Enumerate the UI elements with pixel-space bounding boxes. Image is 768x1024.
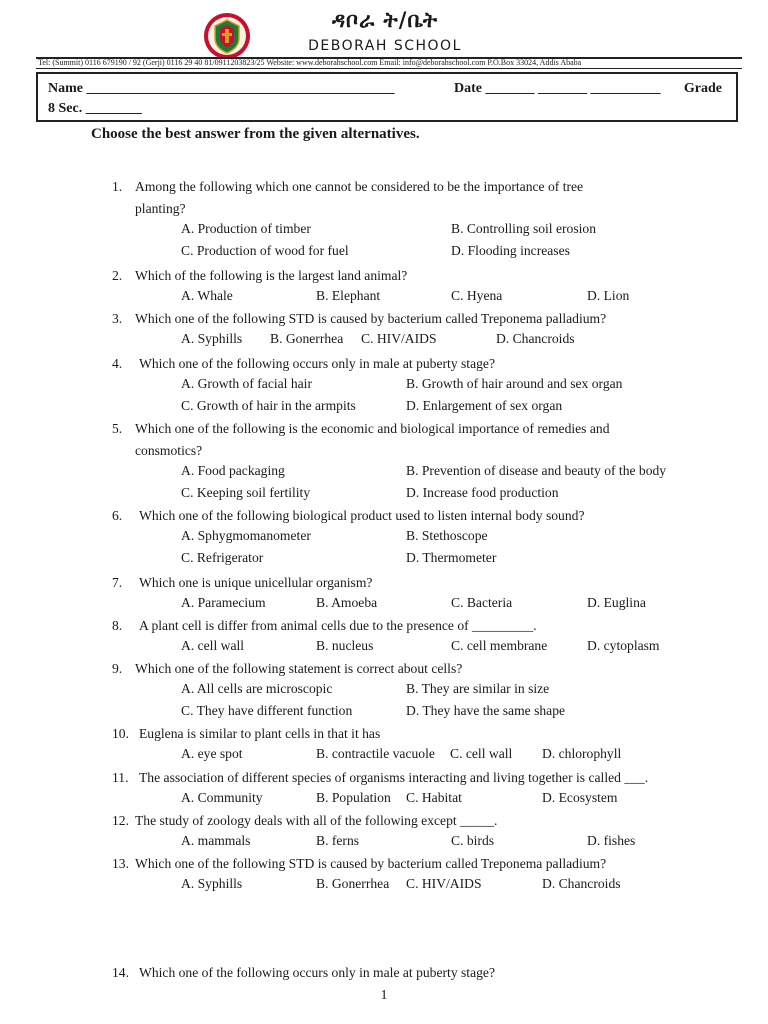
answer-option[interactable]: A. cell wall	[181, 638, 245, 653]
question-text: Which one of the following is the economic and biological importance of remedies and	[135, 421, 610, 436]
answer-option[interactable]: D. chlorophyll	[542, 746, 622, 761]
question-number: 11.	[112, 770, 129, 785]
question-text: The study of zoology deals with all of the following except _____.	[135, 813, 498, 828]
answer-option[interactable]: D. Enlargement of sex organ	[406, 398, 563, 413]
answer-option[interactable]: C. HIV/AIDS	[406, 876, 482, 891]
answer-option[interactable]: D. Lion	[587, 288, 630, 303]
answer-option[interactable]: B. Prevention of disease and beauty of the body	[406, 463, 667, 478]
answer-option[interactable]: B. Gonerrhea	[270, 331, 344, 346]
answer-option[interactable]: D. cytoplasm	[587, 638, 660, 653]
answer-option[interactable]: C. Production of wood for fuel	[181, 243, 349, 258]
answer-option[interactable]: C. Keeping soil fertility	[181, 485, 311, 500]
answer-option[interactable]: B. ferns	[316, 833, 360, 848]
instruction: Choose the best answer from the given alternatives.	[91, 126, 420, 142]
contact-line: Tel: (Summit) 0116 679190 / 92 (Gerji) 0116 29 40 81/0911203823/25 Website: www.deborahschool.com Email: info@deborahschool.com P.O.Box 33024, Addis Ababa	[38, 58, 582, 67]
school-name: DEBORAH SCHOOL	[308, 38, 462, 54]
answer-option[interactable]: D. Chancroids	[496, 331, 575, 346]
question-text: Which of the following is the largest land animal?	[135, 268, 408, 283]
answer-option[interactable]: C. cell wall	[450, 746, 513, 761]
question-number: 7.	[112, 575, 123, 590]
question-text: Euglena is similar to plant cells in that it has	[139, 726, 381, 741]
question-number: 1.	[112, 179, 123, 194]
answer-option[interactable]: A. Food packaging	[181, 463, 285, 478]
question-text: The association of different species of organisms interacting and living together is called ___.	[139, 770, 649, 785]
answer-option[interactable]: C. Habitat	[406, 790, 462, 805]
answer-option[interactable]: B. nucleus	[316, 638, 374, 653]
answer-option[interactable]: A. mammals	[181, 833, 251, 848]
school-logo	[203, 12, 251, 60]
answer-option[interactable]: C. birds	[451, 833, 495, 848]
page-number: 1	[380, 988, 388, 1003]
answer-option[interactable]: D. Thermometer	[406, 550, 497, 565]
grade-label: Grade	[683, 81, 722, 96]
question-text: consmotics?	[135, 443, 203, 458]
answer-option[interactable]: D. They have the same shape	[406, 703, 566, 718]
answer-option[interactable]: D. Flooding increases	[451, 243, 570, 258]
answer-option[interactable]: D. Ecosystem	[542, 790, 618, 805]
answer-option[interactable]: B. Amoeba	[316, 595, 378, 610]
answer-option[interactable]: A. Community	[181, 790, 263, 805]
question-number: 10.	[112, 726, 129, 741]
answer-option[interactable]: B. Elephant	[316, 288, 381, 303]
answer-option[interactable]: D. Increase food production	[406, 485, 559, 500]
question-text: A plant cell is differ from animal cells due to the presence of _________.	[139, 618, 537, 633]
answer-option[interactable]: B. Growth of hair around and sex organ	[406, 376, 623, 391]
header-rule-thin	[36, 68, 742, 69]
answer-option[interactable]: A. All cells are microscopic	[181, 681, 333, 696]
question-number: 2.	[112, 268, 123, 283]
answer-option[interactable]: C. Growth of hair in the armpits	[181, 398, 356, 413]
question-number: 14.	[112, 965, 129, 980]
answer-option[interactable]: C. Hyena	[451, 288, 503, 303]
answer-option[interactable]: C. Refrigerator	[181, 550, 264, 565]
question-text: planting?	[135, 201, 186, 216]
question-number: 12.	[112, 813, 129, 828]
school-name-amharic: ዳቦራ ት/ቤት	[331, 8, 439, 32]
question-number: 6.	[112, 508, 123, 523]
answer-option[interactable]: A. Syphills	[181, 876, 243, 891]
answer-option[interactable]: B. Population	[316, 790, 391, 805]
date-field[interactable]: Date _______ _______ __________	[454, 81, 661, 96]
answer-option[interactable]: D. Chancroids	[542, 876, 621, 891]
answer-option[interactable]: D. Euglina	[587, 595, 646, 610]
question-text: Which one of the following occurs only in male at puberty stage?	[139, 965, 495, 980]
answer-option[interactable]: A. Whale	[181, 288, 233, 303]
question-text: Which one of the following STD is caused by bacterium called Treponema palladium?	[135, 311, 607, 326]
answer-option[interactable]: B. Controlling soil erosion	[451, 221, 597, 236]
question-number: 13.	[112, 856, 129, 871]
question-text: Which one of the following occurs only in male at puberty stage?	[139, 356, 495, 371]
answer-option[interactable]: C. Bacteria	[451, 595, 513, 610]
answer-option[interactable]: A. eye spot	[181, 746, 243, 761]
section-field[interactable]: 8 Sec. ________	[48, 101, 142, 116]
question-text: Which one of the following STD is caused by bacterium called Treponema palladium?	[135, 856, 607, 871]
question-text: Among the following which one cannot be considered to be the importance of tree	[135, 179, 584, 194]
name-field[interactable]: Name ____________________________________________	[48, 81, 395, 96]
answer-option[interactable]: A. Growth of facial hair	[181, 376, 312, 391]
answer-option[interactable]: B. Stethoscope	[406, 528, 488, 543]
answer-option[interactable]: A. Sphygmomanometer	[181, 528, 311, 543]
student-info-box	[36, 72, 738, 122]
answer-option[interactable]: C. They have different function	[181, 703, 353, 718]
answer-option[interactable]: A. Paramecium	[181, 595, 266, 610]
answer-option[interactable]: A. Production of timber	[181, 221, 311, 236]
question-text: Which one of the following statement is correct about cells?	[135, 661, 463, 676]
answer-option[interactable]: B. They are similar in size	[406, 681, 550, 696]
question-number: 4.	[112, 356, 123, 371]
question-number: 9.	[112, 661, 123, 676]
answer-option[interactable]: C. cell membrane	[451, 638, 548, 653]
question-text: Which one of the following biological product used to listen internal body sound?	[139, 508, 585, 523]
question-number: 8.	[112, 618, 123, 633]
answer-option[interactable]: A. Syphills	[181, 331, 243, 346]
answer-option[interactable]: B. Gonerrhea	[316, 876, 390, 891]
question-text: Which one is unique unicellular organism?	[139, 575, 373, 590]
question-number: 3.	[112, 311, 123, 326]
answer-option[interactable]: B. contractile vacuole	[316, 746, 435, 761]
answer-option[interactable]: C. HIV/AIDS	[361, 331, 437, 346]
answer-option[interactable]: D. fishes	[587, 833, 636, 848]
question-number: 5.	[112, 421, 123, 436]
